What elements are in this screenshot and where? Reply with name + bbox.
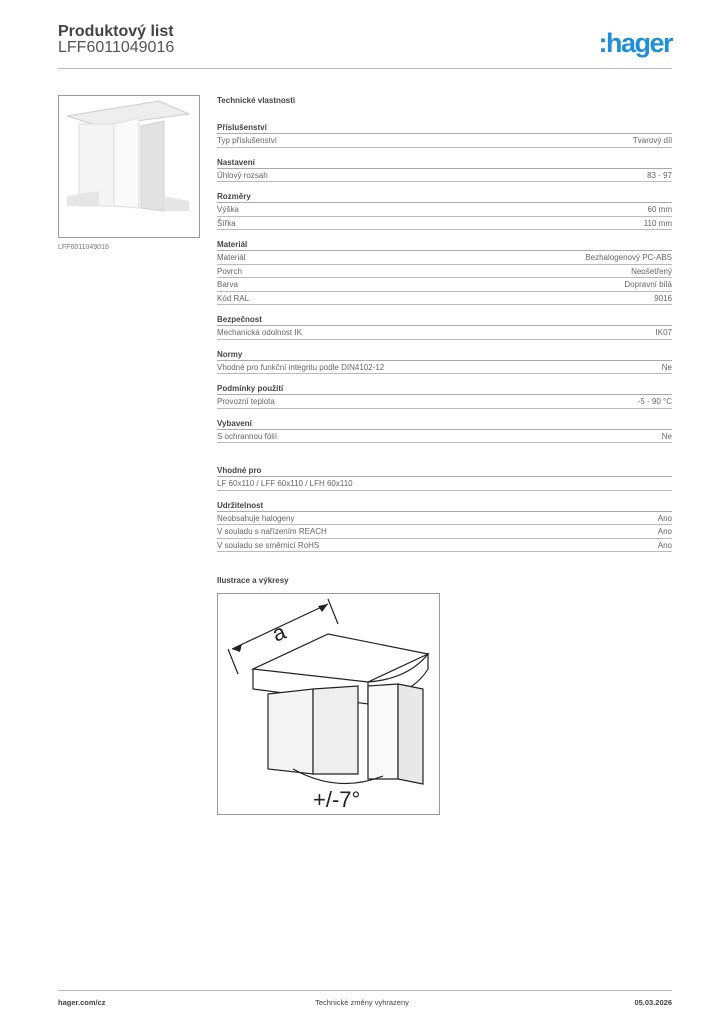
section-heading: Materiál (217, 238, 672, 251)
property-label: V souladu s nařízením REACH (217, 527, 327, 536)
section-3 (217, 238, 672, 305)
technical-properties (217, 96, 672, 815)
property-value: Ano (657, 540, 672, 550)
property-row (217, 512, 672, 526)
property-label: Provozní teplota (217, 397, 275, 406)
property-value: Ano (657, 527, 672, 536)
property-row (217, 251, 672, 265)
footer-divider (58, 990, 672, 991)
property-label: Povrch (217, 266, 242, 276)
section-8 (217, 464, 672, 491)
property-row (217, 395, 672, 409)
property-row (217, 326, 672, 340)
section-heading: Bezpečnost (217, 313, 672, 326)
section-heading: Rozměry (217, 190, 672, 203)
property-row (217, 169, 672, 183)
section-heading: Vybavení (217, 417, 672, 430)
property-value: Ano (657, 513, 672, 523)
property-label: V souladu se směrnicí RoHS (217, 540, 320, 550)
property-label: LF 60x110 / LFF 60x110 / LFH 60x110 (217, 479, 353, 488)
property-label: Materiál (217, 253, 246, 262)
property-label: S ochrannou fólií (217, 431, 278, 441)
section-2 (217, 190, 672, 230)
property-value: Dopravní bílá (624, 280, 672, 289)
property-label: Typ příslušenství (217, 136, 278, 145)
property-row (217, 278, 672, 292)
property-row (217, 430, 672, 444)
property-row (217, 525, 672, 539)
property-value: Ne (661, 431, 672, 441)
property-label: Neobsahuje halogeny (217, 513, 295, 523)
section-4 (217, 313, 672, 340)
section-0 (217, 121, 672, 148)
property-value: 83 - 97 (647, 170, 672, 180)
property-value: Tvarový díl (632, 136, 672, 145)
property-row (217, 292, 672, 306)
product-code: LFF6011049016 (58, 39, 175, 56)
property-label: Mechanická odolnost IK (217, 328, 302, 337)
angle-label: +/-7° (313, 787, 361, 812)
section-heading: Nastavení (217, 156, 672, 169)
footer-note: Technické změny vyhrazeny (315, 998, 409, 1007)
header-divider (58, 68, 672, 69)
property-value: IK07 (655, 328, 672, 337)
property-value: 60 mm (647, 205, 672, 214)
section-heading: Vhodné pro (217, 464, 672, 477)
property-label: Vhodné pro funkční integritu podle DIN4102-12 (217, 362, 385, 372)
main-heading: Technické vlastnosti (217, 96, 296, 105)
section-heading: Příslušenství (217, 121, 672, 134)
illustration-heading: Ilustrace a výkresy (217, 576, 289, 585)
footer-website[interactable]: hager.com/cz (58, 998, 106, 1007)
section-1 (217, 156, 672, 183)
property-row (217, 361, 672, 375)
dimension-label-a: a (268, 618, 290, 647)
section-9 (217, 499, 672, 553)
property-row (217, 203, 672, 217)
property-label: Úhlový rozsah (217, 170, 268, 180)
property-label: Výška (217, 205, 239, 214)
property-value: 110 mm (643, 218, 672, 228)
section-6 (217, 382, 672, 409)
footer-date: 05.03.2026 (634, 998, 672, 1007)
section-heading: Podmínky použití (217, 382, 672, 395)
technical-drawing (217, 593, 440, 815)
property-label: Kód RAL (217, 293, 250, 303)
image-caption: LFF6011049016 (58, 244, 109, 251)
property-row (217, 265, 672, 279)
property-row (217, 217, 672, 231)
property-label: Barva (217, 280, 238, 289)
property-value: Neošetřený (631, 266, 672, 276)
property-value: 9016 (654, 293, 672, 303)
property-value: Ne (661, 362, 672, 372)
property-value: Bezhalogenový PC-ABS (585, 253, 672, 262)
page-title: Produktový list (58, 23, 174, 40)
property-row (217, 134, 672, 148)
property-row (217, 477, 672, 491)
property-label: Šířka (217, 218, 236, 228)
product-image (58, 95, 200, 238)
section-heading: Udržitelnost (217, 499, 672, 512)
section-7 (217, 417, 672, 444)
section-5 (217, 348, 672, 375)
hager-logo: :hager (598, 28, 672, 58)
section-heading: Normy (217, 348, 672, 361)
property-value: -5 - 90 °C (637, 397, 672, 406)
property-row (217, 539, 672, 553)
